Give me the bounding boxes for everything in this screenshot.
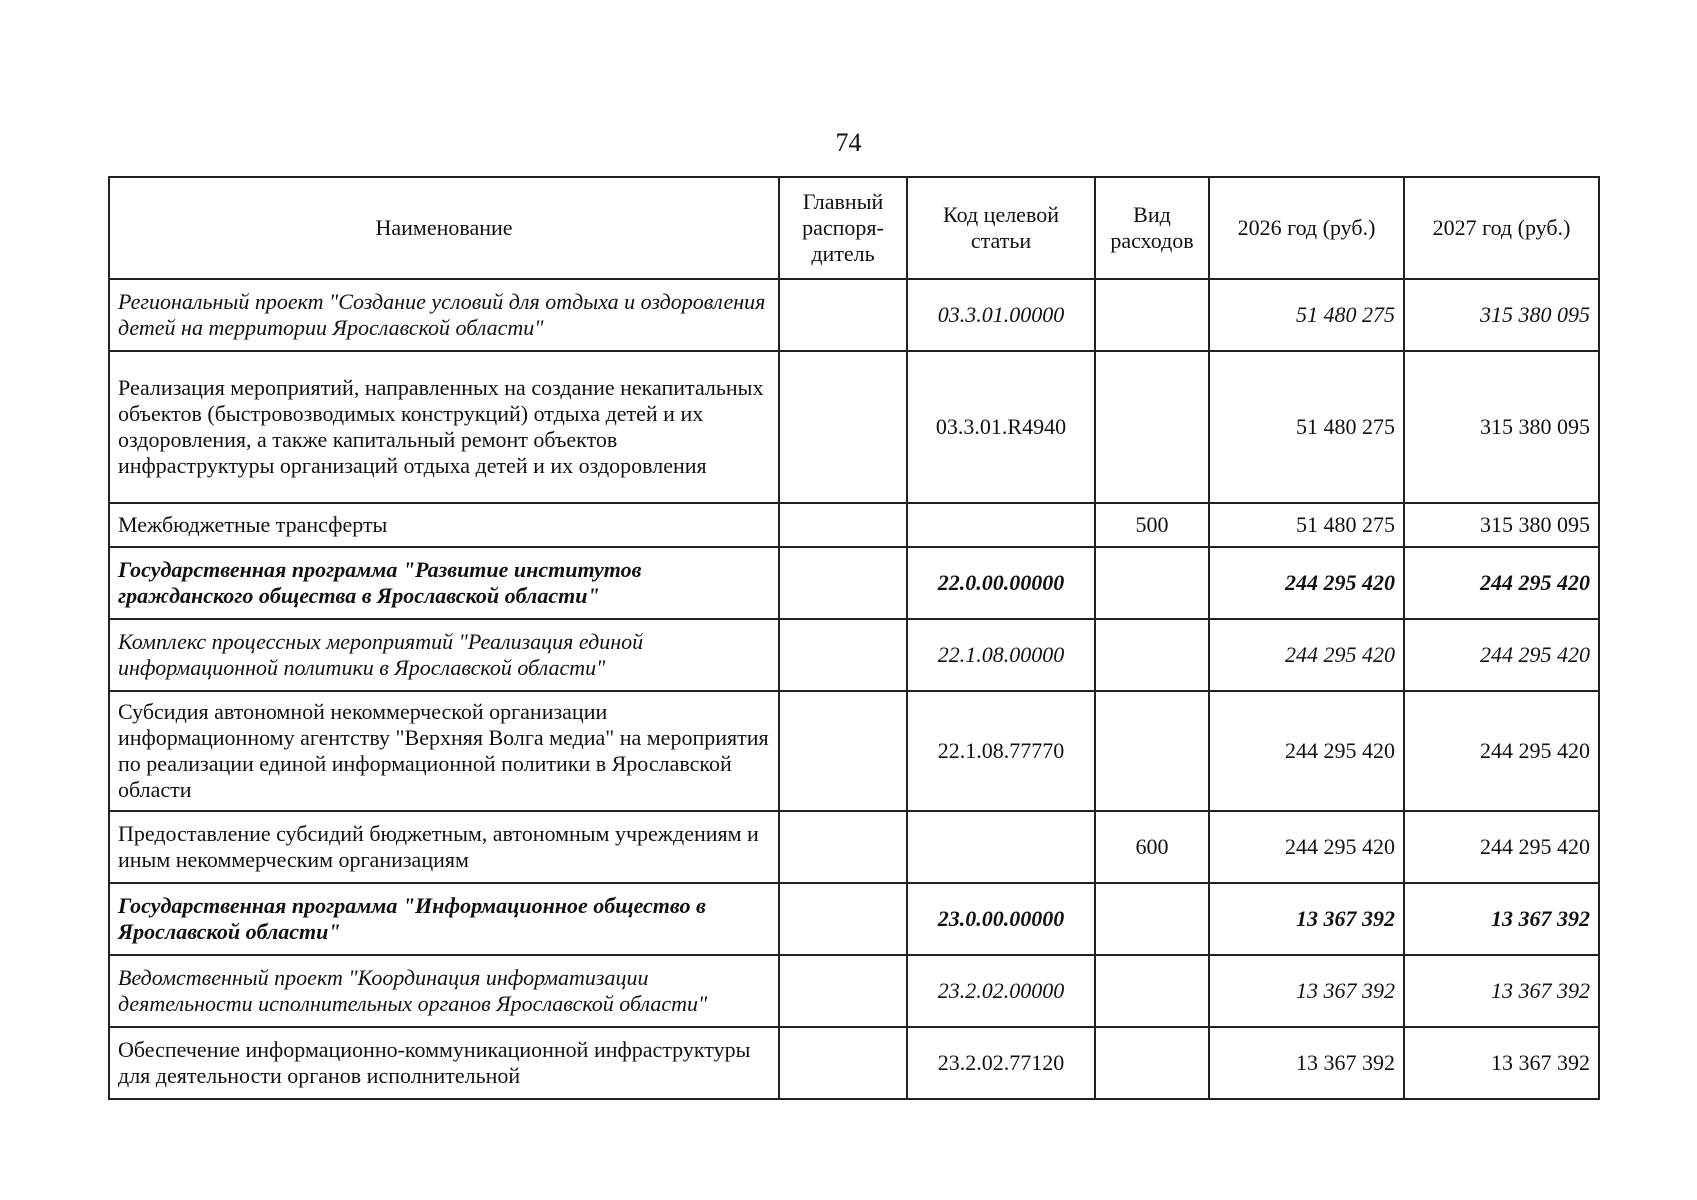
table-row: [109, 351, 1599, 503]
row-admin: [779, 619, 907, 691]
row-name: Комплекс процессных мероприятий "Реализация единой информационной политики в Ярославской области": [109, 619, 779, 691]
table-row: [109, 691, 1599, 811]
page-number: 74: [835, 128, 862, 157]
table-row: [109, 279, 1599, 351]
row-2027: 13 367 392: [1404, 955, 1599, 1027]
table-row: [109, 811, 1599, 883]
row-vid: [1095, 351, 1209, 503]
table-row: [109, 955, 1599, 1027]
row-2027: 13 367 392: [1404, 1027, 1599, 1099]
row-2027: 315 380 095: [1404, 351, 1599, 503]
row-2027: 244 295 420: [1404, 811, 1599, 883]
row-code: 23.0.00.00000: [907, 883, 1095, 955]
row-admin: [779, 811, 907, 883]
row-2026: 244 295 420: [1209, 547, 1404, 619]
row-vid: [1095, 883, 1209, 955]
row-code: [907, 503, 1095, 547]
row-2026: 244 295 420: [1209, 691, 1404, 811]
row-code: 03.3.01.R4940: [907, 351, 1095, 503]
row-code: 23.2.02.00000: [907, 955, 1095, 1027]
table-header: [109, 177, 1599, 279]
row-2026: 13 367 392: [1209, 1027, 1404, 1099]
row-2027: 315 380 095: [1404, 503, 1599, 547]
row-admin: [779, 691, 907, 811]
row-vid: [1095, 547, 1209, 619]
row-vid: [1095, 619, 1209, 691]
row-name: Государственная программа "Развитие институтов гражданского общества в Ярославской области": [109, 547, 779, 619]
row-admin: [779, 279, 907, 351]
table-row: [109, 547, 1599, 619]
row-2027: 244 295 420: [1404, 547, 1599, 619]
row-2027: 315 380 095: [1404, 279, 1599, 351]
row-admin: [779, 1027, 907, 1099]
table-row: [109, 1027, 1599, 1099]
row-vid: [1095, 1027, 1209, 1099]
row-name: Межбюджетные трансферты: [109, 503, 779, 547]
row-name: Субсидия автономной некоммерческой организации информационному агентству "Верхняя Волга медиа" на мероприятия по реализации единой информационной политики в Ярославской области: [109, 691, 779, 811]
row-name: Ведомственный проект "Координация информатизации деятельности исполнительных органов Ярославской области": [109, 955, 779, 1027]
row-name: Региональный проект "Создание условий для отдыха и оздоровления детей на территории Ярославской области": [109, 279, 779, 351]
table-row: [109, 883, 1599, 955]
row-2026: 51 480 275: [1209, 351, 1404, 503]
header-2027: 2027 год (руб.): [1404, 177, 1599, 279]
row-2026: 51 480 275: [1209, 503, 1404, 547]
row-name: Государственная программа "Информационное общество в Ярославской области": [109, 883, 779, 955]
row-name: Реализация мероприятий, направленных на создание некапитальных объектов (быстровозводимых конструкций) отдыха детей и их оздоровления, а также капитальный ремонт объектов инфраструктуры организаций отдыха детей и их оздоровления: [109, 351, 779, 503]
row-admin: [779, 883, 907, 955]
header-name: Наименование: [109, 177, 779, 279]
row-vid: [1095, 279, 1209, 351]
row-name: Обеспечение информационно-коммуникационной инфраструктуры для деятельности органов исполнительной: [109, 1027, 779, 1099]
table-row: [109, 503, 1599, 547]
row-2026: 51 480 275: [1209, 279, 1404, 351]
budget-table: [108, 176, 1600, 1100]
row-2026: 244 295 420: [1209, 811, 1404, 883]
row-code: 03.3.01.00000: [907, 279, 1095, 351]
header-code: Код целевой статьи: [907, 177, 1095, 279]
row-2027: 244 295 420: [1404, 691, 1599, 811]
row-name: Предоставление субсидий бюджетным, автономным учреждениям и иным некоммерческим организациям: [109, 811, 779, 883]
row-2027: 13 367 392: [1404, 883, 1599, 955]
row-code: [907, 811, 1095, 883]
row-2027: 244 295 420: [1404, 619, 1599, 691]
row-2026: 13 367 392: [1209, 955, 1404, 1027]
row-vid: 600: [1095, 811, 1209, 883]
row-admin: [779, 955, 907, 1027]
header-vid: Вид расходов: [1095, 177, 1209, 279]
row-code: 22.0.00.00000: [907, 547, 1095, 619]
row-admin: [779, 503, 907, 547]
row-2026: 244 295 420: [1209, 619, 1404, 691]
row-admin: [779, 351, 907, 503]
row-vid: [1095, 691, 1209, 811]
row-code: 22.1.08.00000: [907, 619, 1095, 691]
row-code: 22.1.08.77770: [907, 691, 1095, 811]
row-2026: 13 367 392: [1209, 883, 1404, 955]
row-admin: [779, 547, 907, 619]
row-vid: [1095, 955, 1209, 1027]
header-admin: Главный распоря-дитель: [779, 177, 907, 279]
table-row: [109, 619, 1599, 691]
row-vid: 500: [1095, 503, 1209, 547]
row-code: 23.2.02.77120: [907, 1027, 1095, 1099]
header-2026: 2026 год (руб.): [1209, 177, 1404, 279]
